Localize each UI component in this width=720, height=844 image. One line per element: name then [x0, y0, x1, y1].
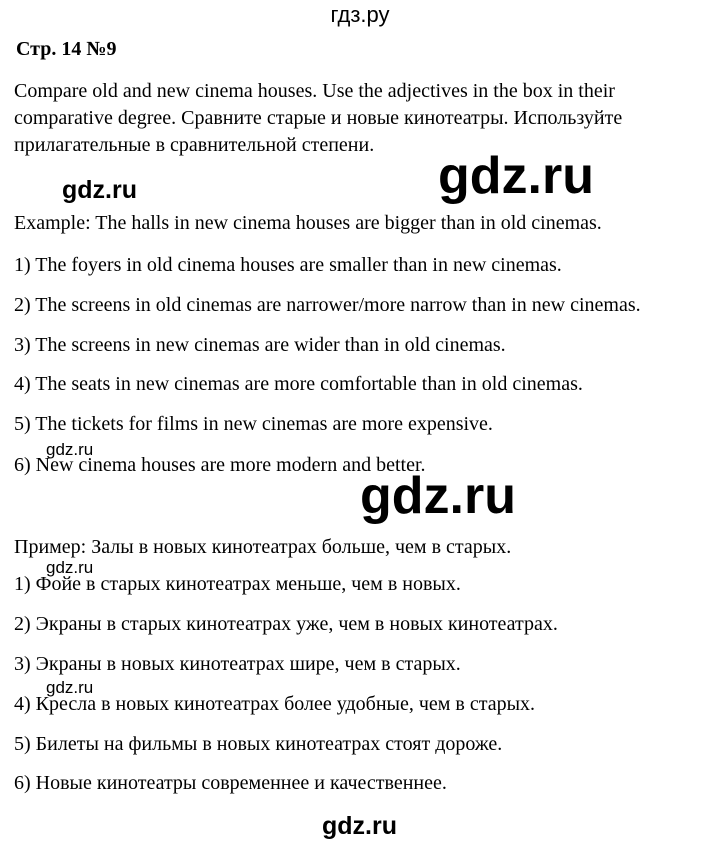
russian-answer-4: 4) Кресла в новых кинотеатрах более удобные, чем в старых. — [14, 693, 536, 715]
intro-line: comparative degree. Сравните старые и новые кинотеатры. Используйте — [14, 107, 623, 129]
task-intro — [14, 78, 714, 159]
english-answer-6: 6) New cinema houses are more modern and better. — [14, 454, 426, 476]
watermark: gdz.ru — [46, 440, 94, 459]
english-answer-4: 4) The seats in new cinemas are more comfortable than in old cinemas. — [14, 373, 583, 395]
russian-answer-3: 3) Экраны в новых кинотеатрах шире, чем в старых. — [14, 653, 461, 675]
russian-answer-1: 1) Фойе в старых кинотеатрах меньше, чем в новых. — [14, 573, 461, 595]
russian-answer-6: 6) Новые кинотеатры современнее и качественнее. — [14, 772, 447, 794]
intro-line: Compare old and new cinema houses. Use the adjectives in the box in their — [14, 80, 615, 102]
watermark: gdz.ru — [438, 147, 594, 205]
english-answer-2: 2) The screens in old cinemas are narrower/more narrow than in new cinemas. — [14, 294, 641, 316]
watermark: gdz.ru — [46, 678, 94, 697]
watermark: gdz.ru — [46, 558, 94, 577]
russian-answer-2: 2) Экраны в старых кинотеатрах уже, чем в новых кинотеатрах. — [14, 613, 558, 635]
task-title: Стр. 14 №9 — [16, 38, 117, 60]
watermark: gdz.ru — [62, 176, 137, 204]
english-answer-1: 1) The foyers in old cinema houses are smaller than in new cinemas. — [14, 254, 562, 276]
watermark: gdz.ru — [360, 467, 516, 525]
russian-answer-5: 5) Билеты на фильмы в новых кинотеатрах стоят дороже. — [14, 733, 503, 755]
intro-line: прилагательные в сравнительной степени. — [14, 134, 375, 156]
english-example: Example: The halls in new cinema houses are bigger than in old cinemas. — [14, 212, 602, 234]
russian-example: Пример: Залы в новых кинотеатрах больше, чем в старых. — [14, 536, 512, 558]
english-answer-3: 3) The screens in new cinemas are wider than in old cinemas. — [14, 334, 506, 356]
site-header[interactable]: гдз.ру — [330, 2, 390, 27]
english-answer-5: 5) The tickets for films in new cinemas are more expensive. — [14, 413, 493, 435]
watermark: gdz.ru — [322, 812, 397, 840]
